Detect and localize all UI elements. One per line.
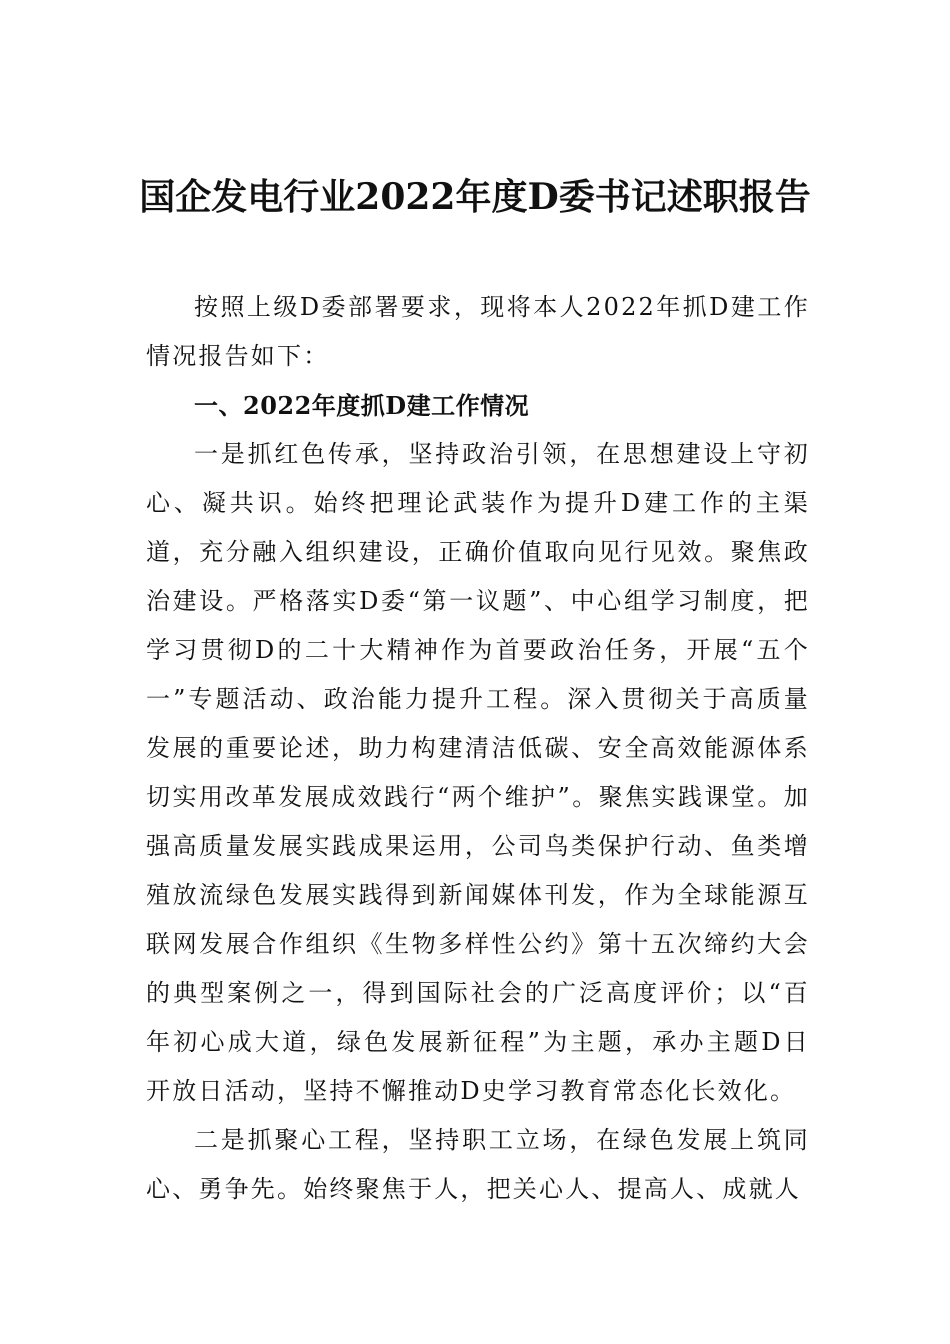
document-body — [146, 283, 810, 1214]
intro-paragraph: 按照上级D委部署要求，现将本人2022年抓D建工作情况报告如下： — [146, 293, 810, 370]
body-paragraph-1: 一是抓红色传承，坚持政治引领，在思想建设上守初心、凝共识。始终把理论武装作为提升D建工作的主渠道，充分融入组织建设，正确价值取向见行见效。聚焦政治建设。严格落实D委“第一议题”、中心组学习制度，把学习贯彻D的二十大精神作为首要政治任务，开展“五个一”专题活动、政治能力提升工程。深入贯彻关于高质量发展的重要论述，助力构建清洁低碳、安全高效能源体系切实用改革发展成效践行“两个维护”。聚焦实践课堂。加强高质量发展实践成果运用，公司鸟类保护行动、鱼类增殖放流绿色发展实践得到新闻媒体刊发，作为全球能源互联网发展合作组织《生物多样性公约》第十五次缔约大会的典型案例之一，得到国际社会的广泛高度评价；以“百年初心成大道，绿色发展新征程”为主题，承办主题D日开放日活动，坚持不懈推动D史学习教育常态化长效化。 — [146, 440, 810, 1105]
section-heading: 一、2022年度抓D建工作情况 — [194, 391, 530, 420]
document-title: 国企发电行业2022年度D委书记述职报告 — [139, 176, 811, 218]
body-paragraph-2: 二是抓聚心工程，坚持职工立场，在绿色发展上筑同心、勇争先。始终聚焦于人，把关心人、提高人、成就人 — [146, 1126, 810, 1203]
